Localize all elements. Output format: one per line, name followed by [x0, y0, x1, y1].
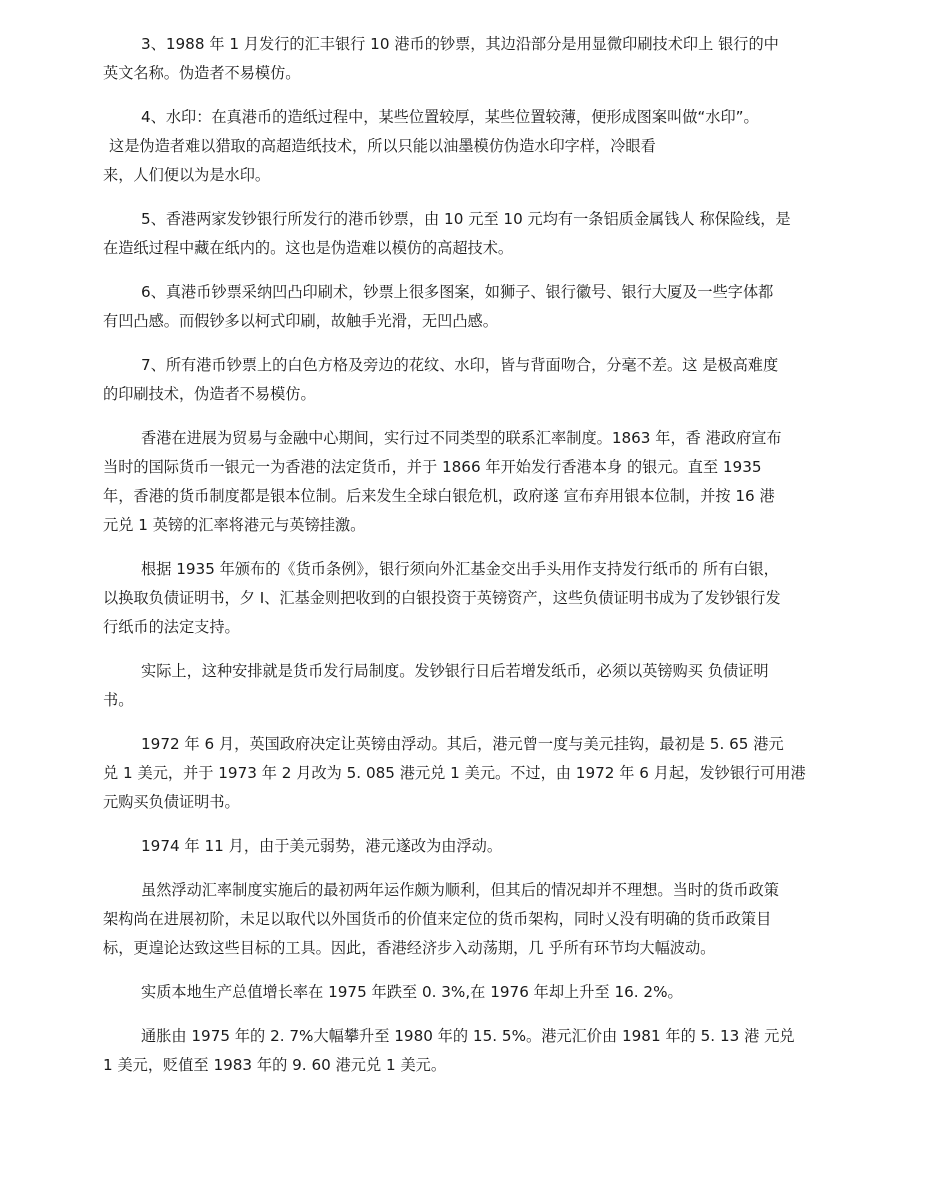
paragraph-line: 架构尚在进展初阶，未足以取代以外国货币的价值来定位的货币架构，同时乂没有明确的货币政策目	[103, 910, 772, 928]
paragraph-currency-ordinance	[103, 555, 848, 642]
paragraph-line: 有凹凸感。而假钞多以柯式印刷，故触手光滑，无凹凸感。	[103, 312, 498, 330]
paragraph-6	[103, 278, 848, 336]
paragraph-line: 6、真港币钞票采纳凹凸印刷术，钞票上很多图案，如狮子、银行徽号、银行大厦及一些字体都	[141, 283, 774, 301]
paragraph-3	[103, 30, 848, 88]
paragraph-line: 1974 年 11 月，由于美元弱势，港元遂改为由浮动。	[141, 837, 503, 855]
document-page	[103, 30, 848, 1095]
paragraph-line: 1972 年 6 月，英国政府决定让英镑由浮动。其后，港元曾一度与美元挂钩，最初是 5. 65 港元	[141, 735, 784, 753]
paragraph-line: 7、所有港币钞票上的白色方格及旁边的花纹、水印，皆与背面吻合，分毫不差。这 是极高难度	[141, 356, 779, 374]
paragraph-currency-board	[103, 657, 848, 715]
paragraph-line: 香港在进展为贸易与金融中心期间，实行过不同类型的联系汇率制度。1863 年，香 港政府宣布	[141, 429, 782, 447]
paragraph-1972	[103, 730, 848, 817]
paragraph-inflation	[103, 1022, 848, 1080]
paragraph-linked-rate-history	[103, 424, 848, 540]
paragraph-line: 来，人们便以为是水印。	[103, 166, 271, 184]
paragraph-line: 在造纸过程中藏在纸内的。这也是伪造难以模仿的高超技术。	[103, 239, 514, 257]
paragraph-line: 行纸币的法定支持。	[103, 618, 240, 636]
paragraph-line: 当时的国际货币一银元一为香港的法定货币，并于 1866 年开始发行香港本身 的银元。直至 1935	[103, 458, 762, 476]
paragraph-line: 元购买负债证明书。	[103, 793, 240, 811]
paragraph-7	[103, 351, 848, 409]
paragraph-line: 实际上，这种安排就是货币发行局制度。发钞银行日后若增发纸币，必须以英镑购买 负债证明	[141, 662, 769, 680]
paragraph-line: 实质本地生产总值增长率在 1975 年跌至 0. 3%,在 1976 年却上升至 16. 2%。	[141, 983, 683, 1001]
paragraph-4	[103, 103, 848, 190]
paragraph-line: 元兑 1 英镑的汇率将港元与英镑挂激。	[103, 516, 366, 534]
paragraph-line: 英文名称。伪造者不易模仿。	[103, 64, 301, 82]
paragraph-line: 1 美元，贬值至 1983 年的 9. 60 港元兑 1 美元。	[103, 1056, 447, 1074]
paragraph-line: 这是伪造者难以猎取的高超造纸技术，所以只能以油墨模仿伪造水印字样，冷眼看	[109, 137, 656, 155]
paragraph-1974	[103, 832, 848, 861]
paragraph-floating-rate	[103, 876, 848, 963]
paragraph-line: 3、1988 年 1 月发行的汇丰银行 10 港币的钞票，其边沿部分是用显微印刷技术印上 银行的中	[141, 35, 779, 53]
paragraph-gdp-growth	[103, 978, 848, 1007]
paragraph-line: 书。	[103, 691, 134, 709]
paragraph-line: 的印刷技术，伪造者不易模仿。	[103, 385, 316, 403]
paragraph-line: 虽然浮动汇率制度实施后的最初两年运作颇为顺利，但其后的情况却并不理想。当时的货币政策	[141, 881, 779, 899]
paragraph-line: 标，更遑论达致这些目标的工具。因此，香港经济步入动荡期，几 乎所有环节均大幅波动。	[103, 939, 716, 957]
paragraph-line: 兑 1 美元，并于 1973 年 2 月改为 5. 085 港元兑 1 美元。不过，由 1972 年 6 月起，发钞银行可用港	[103, 764, 806, 782]
paragraph-line: 通胀由 1975 年的 2. 7%大幅攀升至 1980 年的 15. 5%。港元汇价由 1981 年的 5. 13 港 元兑	[141, 1027, 795, 1045]
paragraph-5	[103, 205, 848, 263]
paragraph-line: 以换取负债证明书，夕 I、汇基金则把收到的白银投资于英镑资产，这些负债证明书成为了发钞银行发	[103, 589, 781, 607]
paragraph-line: 年，香港的货币制度都是银本位制。后来发生全球白银危机，政府遂 宣布弃用银本位制，并按 16 港	[103, 487, 775, 505]
paragraph-line: 4、水印：在真港币的造纸过程中，某些位置较厚，某些位置较薄，便形成图案叫做“水印”。	[141, 108, 759, 126]
paragraph-line: 根据 1935 年颁布的《货币条例》，银行须向外汇基金交出手头用作支持发行纸币的 所有白银，	[141, 560, 779, 578]
paragraph-line: 5、香港两家发钞银行所发行的港币钞票，由 10 元至 10 元均有一条铝质金属钱人 称保险线，是	[141, 210, 791, 228]
